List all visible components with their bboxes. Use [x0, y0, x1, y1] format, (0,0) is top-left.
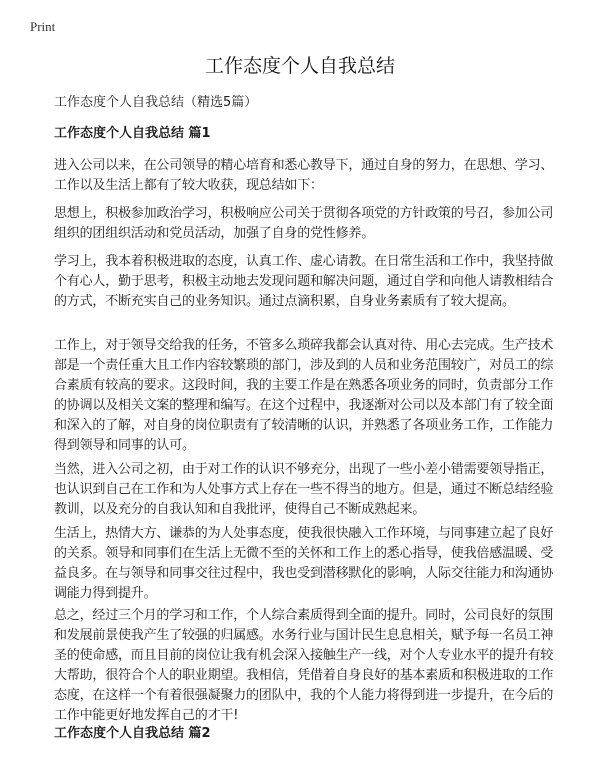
paragraph-life: 生活上，热情大方、谦恭的为人处事态度，使我很快融入工作环境，与同事建立起了良好的关系。领导和同事们在生活上无微不至的关怀和工作上的悉心指导，使我倍感温暖、受益良多。在与领导和同事交往过程中，我也受到潜移默化的影响，人际交往能力和沟通协调能力得到提升。 [54, 526, 554, 601]
document-subtitle: 工作态度个人自我总结（精选5篇） [54, 95, 258, 110]
paragraph-study: 学习上，我本着积极进取的态度，认真工作、虚心请教。在日常生活和工作中，我坚持做个有心人，勤于思考，积极主动地去发现问题和解决问题，通过自学和向他人请教相结合的方式，不断充实自己的业务知识。通过点滴积累，自身业务素质有了较大提高。 [54, 254, 554, 309]
paragraph-mistakes: 当然，进入公司之初，由于对工作的认识不够充分，出现了一些小差小错需要领导指正，也认识到自己在工作和为人处事方式上存在一些不得当的地方。但是，通过不断总结经验教训，以及充分的自我认知和自我批评，使得自己不断成熟起来。 [54, 462, 554, 517]
section-heading-2: 工作态度个人自我总结 篇2 [54, 726, 211, 741]
paragraph-intro: 进入公司以来，在公司领导的精心培育和悉心教导下，通过自身的努力，在思想、学习、工作以及生活上都有了较大收获，现总结如下： [54, 158, 554, 193]
section-heading-1: 工作态度个人自我总结 篇1 [54, 126, 211, 141]
paragraph-summary: 总之，经过三个月的学习和工作，个人综合素质得到全面的提升。同时，公司良好的氛围和发展前景使我产生了较强的归属感。水务行业与国计民生息息相关，赋予每一名员工神圣的使命感，而且目前的岗位让我有机会深入接触生产一线，对个人专业水平的提升有较大帮助，很符合个人的职业期望。我相信，凭借着自身良好的基本素质和积极进取的工作态度，在这样一个有着很强凝聚力的团队中，我的个人能力将得到进一步提升，在今后的工作中能更好地发挥自己的才干! [54, 608, 554, 723]
paragraph-work: 工作上，对于领导交给我的任务，不管多么琐碎我都会认真对待、用心去完成。生产技术部是一个责任重大且工作内容较繁琐的部门，涉及到的人员和业务范围较广，对员工的综合素质有较高的要求。这段时间，我的主要工作是在熟悉各项业务的同时，负责部分工作的协调以及相关文案的整理和编写。在这个过程中，我逐渐对公司以及本部门有了较全面和深入的了解，对自身的岗位职责有了较清晰的认识，并熟悉了各项业务工作，工作能力得到领导和同事的认可。 [54, 338, 554, 453]
page-title: 工作态度个人自我总结 [204, 55, 395, 77]
print-link[interactable]: Print [30, 19, 56, 34]
paragraph-ideology: 思想上，积极参加政治学习，积极响应公司关于贯彻各项党的方针政策的号召，参加公司组织的团组织活动和党员活动，加强了自身的党性修养。 [54, 206, 554, 241]
